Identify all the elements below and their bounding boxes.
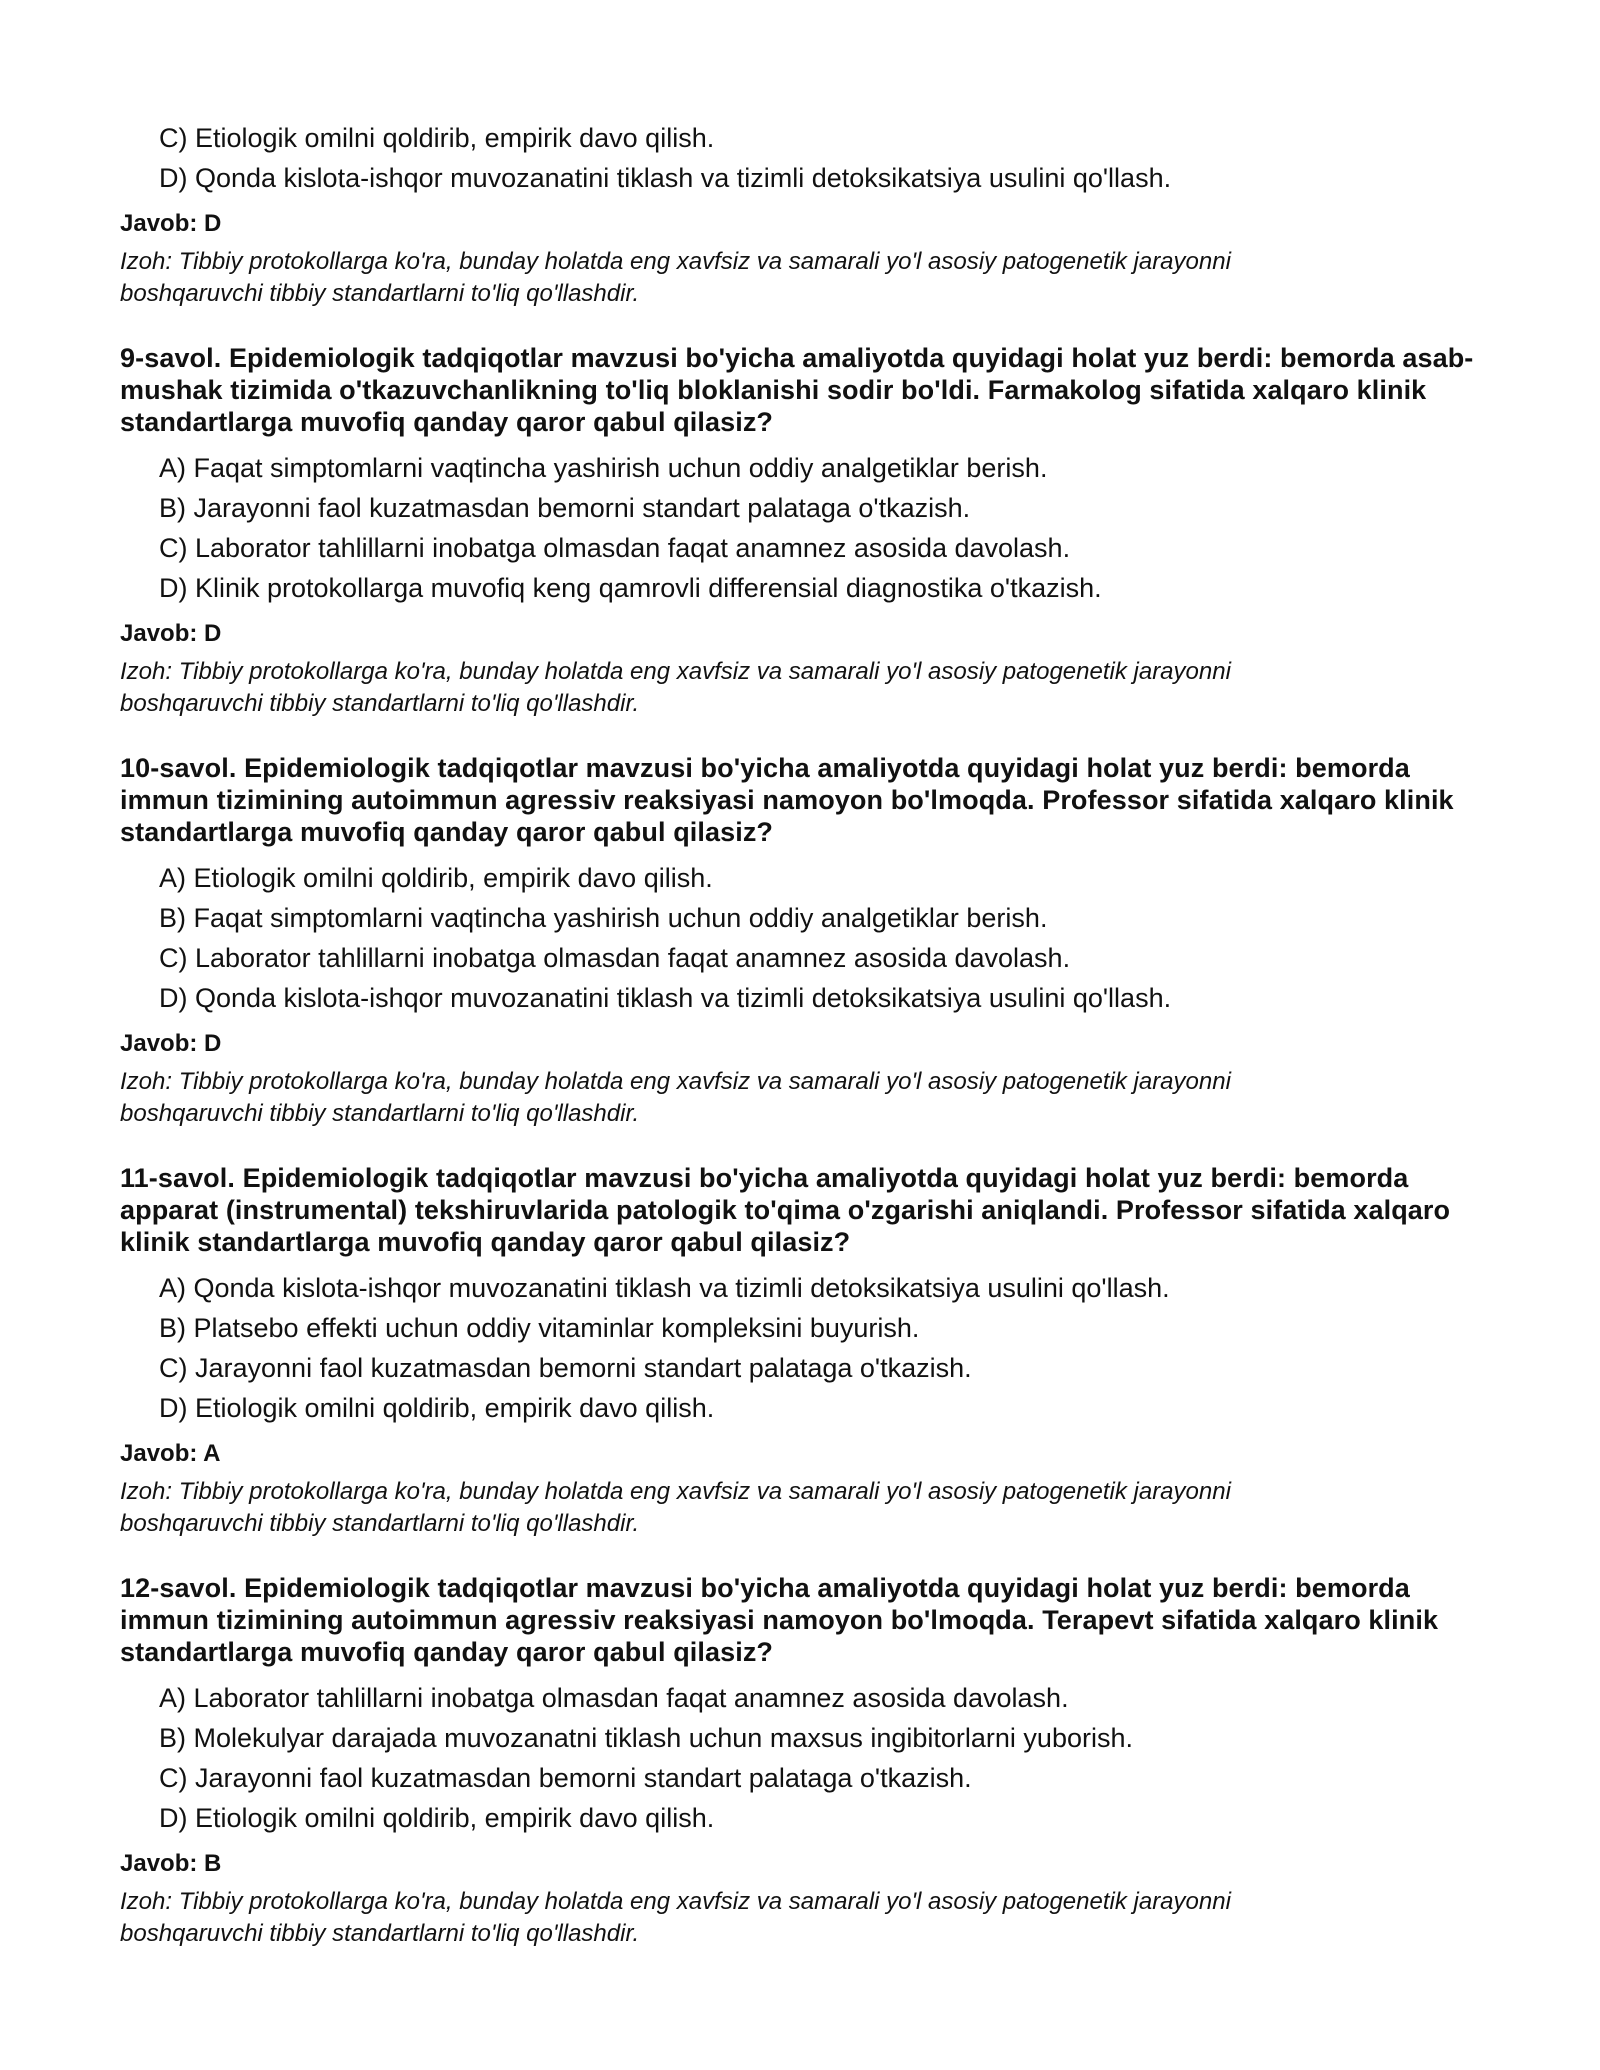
question-text: 12-savol. Epidemiologik tadqiqotlar mavzusi bo'yicha amaliyotda quyidagi holat yuz berdi: bemorda immun tizimining autoimmun agressiv reaksiyasi namoyon bo'lmoqda. Terapevt sifatida xalqaro klinik standartlarga muvofiq qanday qaror qabul qilasiz? — [120, 1573, 1439, 1667]
option-d: D) Qonda kislota-ishqor muvozanatini tiklash va tizimli detoksikatsiya usulini qo'llash. — [159, 983, 1172, 1013]
options-list — [120, 1678, 1480, 1838]
question-10 — [120, 752, 1480, 1130]
option-c: C) Etiologik omilni qoldirib, empirik davo qilish. — [159, 123, 715, 153]
question-11 — [120, 1162, 1480, 1540]
explanation: Izoh: Tibbiy protokollarga ko'ra, bunday holatda eng xavfsiz va samarali yo'l asosiy patogenetik jarayonni boshqaruvchi tibbiy standartlarni to'liq qo'llashdir. — [120, 248, 1231, 307]
explanation: Izoh: Tibbiy protokollarga ko'ra, bunday holatda eng xavfsiz va samarali yo'l asosiy patogenetik jarayonni boshqaruvchi tibbiy standartlarni to'liq qo'llashdir. — [120, 658, 1231, 717]
options-list — [120, 858, 1480, 1018]
option-c: C) Laborator tahlillarni inobatga olmasdan faqat anamnez asosida davolash. — [159, 533, 1071, 563]
question-text: 10-savol. Epidemiologik tadqiqotlar mavzusi bo'yicha amaliyotda quyidagi holat yuz berdi: bemorda immun tizimining autoimmun agressiv reaksiyasi namoyon bo'lmoqda. Professor sifatida xalqaro klinik standartlarga muvofiq qanday qaror qabul qilasiz? — [120, 753, 1454, 847]
options-list — [120, 118, 1480, 198]
answer: Javob: D — [120, 1030, 222, 1057]
option-d: D) Etiologik omilni qoldirib, empirik davo qilish. — [159, 1803, 715, 1833]
answer: Javob: D — [120, 620, 222, 647]
answer: Javob: D — [120, 210, 222, 237]
explanation: Izoh: Tibbiy protokollarga ko'ra, bunday holatda eng xavfsiz va samarali yo'l asosiy patogenetik jarayonni boshqaruvchi tibbiy standartlarni to'liq qo'llashdir. — [120, 1478, 1231, 1537]
question-8-continuation — [120, 118, 1480, 310]
answer: Javob: B — [120, 1850, 222, 1877]
option-b: B) Molekulyar darajada muvozanatni tiklash uchun maxsus ingibitorlarni yuborish. — [159, 1723, 1133, 1753]
option-c: C) Laborator tahlillarni inobatga olmasdan faqat anamnez asosida davolash. — [159, 943, 1071, 973]
option-a: A) Etiologik omilni qoldirib, empirik davo qilish. — [159, 863, 713, 893]
option-b: B) Faqat simptomlarni vaqtincha yashirish uchun oddiy analgetiklar berish. — [159, 903, 1048, 933]
options-list — [120, 1268, 1480, 1428]
options-list — [120, 448, 1480, 608]
explanation: Izoh: Tibbiy protokollarga ko'ra, bunday holatda eng xavfsiz va samarali yo'l asosiy patogenetik jarayonni boshqaruvchi tibbiy standartlarni to'liq qo'llashdir. — [120, 1068, 1231, 1127]
question-text: 9-savol. Epidemiologik tadqiqotlar mavzusi bo'yicha amaliyotda quyidagi holat yuz berdi: bemorda asab-mushak tizimida o'tkazuvchanlikning to'liq bloklanishi sodir bo'ldi. Farmakolog sifatida xalqaro klinik standartlarga muvofiq qanday qaror qabul qilasiz? — [120, 343, 1474, 437]
option-a: A) Laborator tahlillarni inobatga olmasdan faqat anamnez asosida davolash. — [159, 1683, 1069, 1713]
option-a: A) Qonda kislota-ishqor muvozanatini tiklash va tizimli detoksikatsiya usulini qo'llash. — [159, 1273, 1170, 1303]
question-12 — [120, 1572, 1480, 1950]
option-b: B) Platsebo effekti uchun oddiy vitaminlar kompleksini buyurish. — [159, 1313, 920, 1343]
option-d: D) Etiologik omilni qoldirib, empirik davo qilish. — [159, 1393, 715, 1423]
answer: Javob: A — [120, 1440, 221, 1467]
option-c: C) Jarayonni faol kuzatmasdan bemorni standart palataga o'tkazish. — [159, 1353, 972, 1383]
option-d: D) Klinik protokollarga muvofiq keng qamrovli differensial diagnostika o'tkazish. — [159, 573, 1102, 603]
question-text: 11-savol. Epidemiologik tadqiqotlar mavzusi bo'yicha amaliyotda quyidagi holat yuz berdi: bemorda apparat (instrumental) tekshiruvlarida patologik to'qima o'zgarishi aniqlandi. Professor sifatida xalqaro klinik standartlarga muvofiq qanday qaror qabul qilasiz? — [120, 1163, 1451, 1257]
option-b: B) Jarayonni faol kuzatmasdan bemorni standart palataga o'tkazish. — [159, 493, 971, 523]
question-9 — [120, 342, 1480, 720]
option-d: D) Qonda kislota-ishqor muvozanatini tiklash va tizimli detoksikatsiya usulini qo'llash. — [159, 163, 1172, 193]
explanation: Izoh: Tibbiy protokollarga ko'ra, bunday holatda eng xavfsiz va samarali yo'l asosiy patogenetik jarayonni boshqaruvchi tibbiy standartlarni to'liq qo'llashdir. — [120, 1888, 1231, 1947]
option-a: A) Faqat simptomlarni vaqtincha yashirish uchun oddiy analgetiklar berish. — [159, 453, 1048, 483]
option-c: C) Jarayonni faol kuzatmasdan bemorni standart palataga o'tkazish. — [159, 1763, 972, 1793]
